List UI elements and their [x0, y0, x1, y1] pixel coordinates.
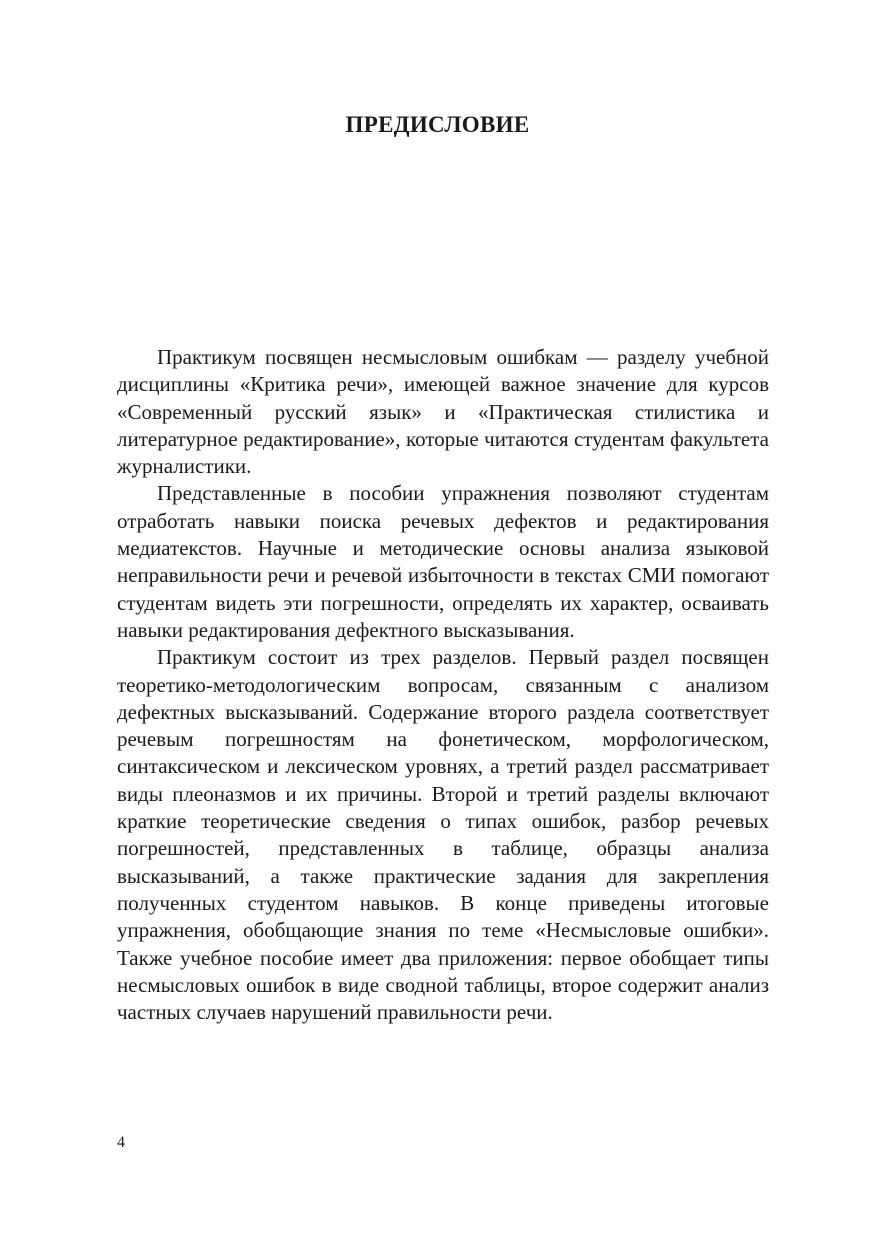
paragraph-2: Представленные в пособии упражнения позволяют студентам отработать навыки поиска речевых дефектов и редактирования медиатекстов. Научные и методические основы анализа языковой неправильности речи и речевой избыточности в текстах СМИ помогают студентам видеть эти погрешности, определять их характер, осваивать навыки редактирования дефектного высказывания. [117, 481, 769, 642]
page-title: ПРЕДИСЛОВИЕ [345, 112, 530, 137]
paragraph-3: Практикум состоит из трех разделов. Первый раздел посвящен теоретико-методологическим вопросам, связанным с анализом дефектных высказываний. Содержание второго раздела соответствует речевым погрешностям на фонетическом, морфологическом, синтаксическом и лексическом уровнях, а третий раздел рассматривает виды плеоназмов и их причины. Второй и третий разделы включают краткие теоретические сведения о типах ошибок, разбор речевых погрешностей, представленных в таблице, образцы анализа высказываний, а также практические задания для закрепления полученных студентом навыков. В конце приведены итоговые упражнения, обобщающие знания по теме «Несмысловые ошибки». Также учебное пособие имеет два приложения: первое обобщает типы несмысловых ошибок в виде сводной таблицы, второе содержит анализ частных случаев нарушений правильности речи. [117, 645, 769, 1025]
paragraph-1: Практикум посвящен несмысловым ошибкам — разделу учебной дисциплины «Критика речи», имеющей важное значение для курсов «Современный русский язык» и «Практическая стилистика и литературное редактирование», которые читаются студентам факультета журналистики. [117, 345, 769, 479]
page-number: 4 [117, 1134, 125, 1151]
body-text [117, 344, 769, 1026]
